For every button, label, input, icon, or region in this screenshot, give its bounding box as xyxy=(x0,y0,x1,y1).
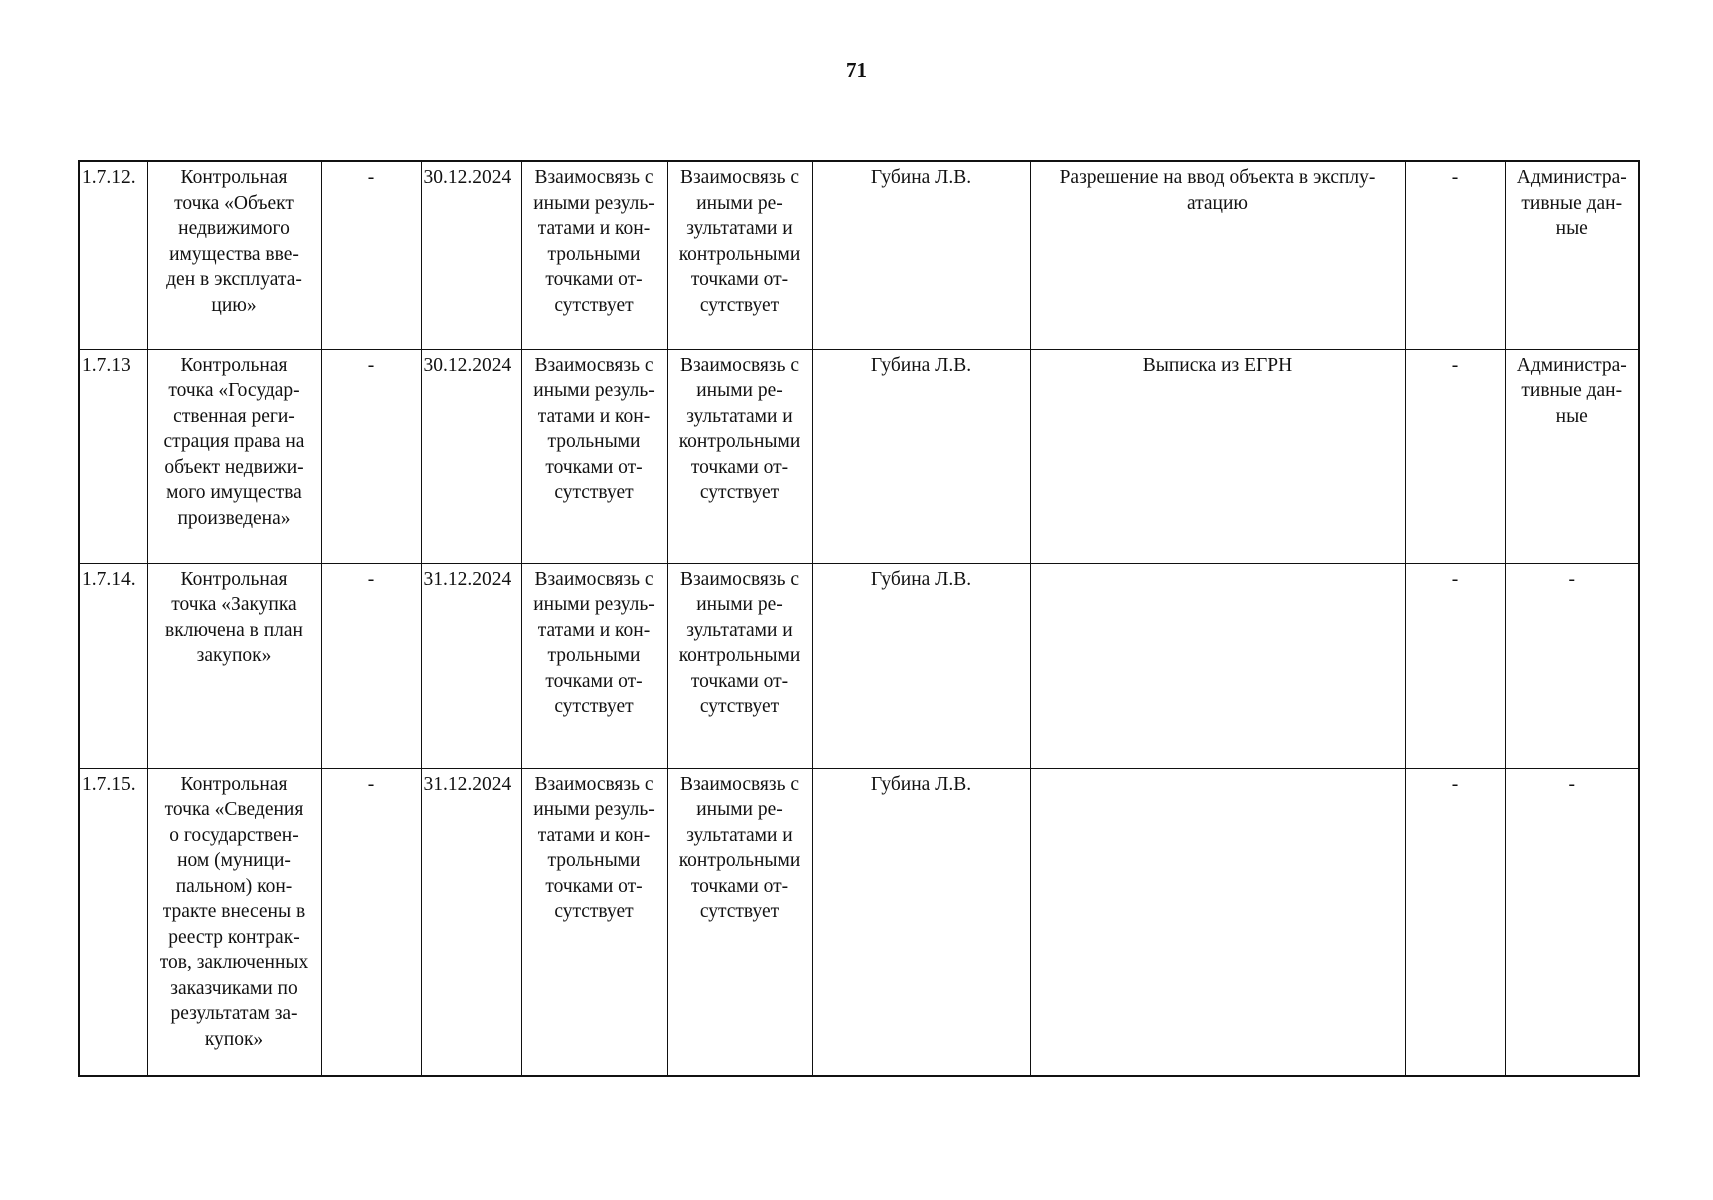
row-number: 1.7.14. xyxy=(79,563,147,768)
row-number: 1.7.15. xyxy=(79,768,147,1076)
link-next: Взаимосвязь с иными ре- зультатами и контрольными точками от- сутствует xyxy=(667,161,812,349)
result-document xyxy=(1030,563,1405,768)
link-next: Взаимосвязь с иными ре- зультатами и контрольными точками от- сутствует xyxy=(667,768,812,1076)
row-number: 1.7.13 xyxy=(79,349,147,563)
due-date: 30.12.2024 xyxy=(421,349,521,563)
result-document: Разрешение на ввод объекта в эксплу- атацию xyxy=(1030,161,1405,349)
due-date: 31.12.2024 xyxy=(421,768,521,1076)
table-row xyxy=(79,563,1639,768)
link-previous: Взаимосвязь с иными резуль- татами и кон- трольными точками от- сутствует xyxy=(521,563,667,768)
result-document xyxy=(1030,768,1405,1076)
link-previous: Взаимосвязь с иными резуль- татами и кон- трольными точками от- сутствует xyxy=(521,349,667,563)
table-row xyxy=(79,161,1639,349)
row-number: 1.7.12. xyxy=(79,161,147,349)
table-row xyxy=(79,349,1639,563)
page-number: 71 xyxy=(846,58,867,82)
link-previous: Взаимосвязь с иными резуль- татами и кон- трольными точками от- сутствует xyxy=(521,768,667,1076)
result-document: Выписка из ЕГРН xyxy=(1030,349,1405,563)
information-system: - xyxy=(1505,768,1639,1076)
base-value: - xyxy=(321,349,421,563)
information-system: Администра- тивные дан- ные xyxy=(1505,349,1639,563)
control-point-name: Контрольная точка «Сведения о государствен- ном (муници- пальном) кон- тракте внесены в реестр контрак- тов, заключенных заказчиками по результатам за- купок» xyxy=(147,768,321,1076)
link-next: Взаимосвязь с иными ре- зультатами и контрольными точками от- сутствует xyxy=(667,349,812,563)
responsible-person: Губина Л.В. xyxy=(812,161,1030,349)
due-date: 31.12.2024 xyxy=(421,563,521,768)
level-value: - xyxy=(1405,563,1505,768)
control-point-name: Контрольная точка «Закупка включена в план закупок» xyxy=(147,563,321,768)
due-date: 30.12.2024 xyxy=(421,161,521,349)
base-value: - xyxy=(321,161,421,349)
control-point-name: Контрольная точка «Государ- ственная реги- страция права на объект недвижи- мого имущества произведена» xyxy=(147,349,321,563)
responsible-person: Губина Л.В. xyxy=(812,349,1030,563)
level-value: - xyxy=(1405,768,1505,1076)
base-value: - xyxy=(321,563,421,768)
level-value: - xyxy=(1405,161,1505,349)
control-point-name: Контрольная точка «Объект недвижимого имущества вве- ден в эксплуата- цию» xyxy=(147,161,321,349)
table-row xyxy=(79,768,1639,1076)
information-system: - xyxy=(1505,563,1639,768)
level-value: - xyxy=(1405,349,1505,563)
responsible-person: Губина Л.В. xyxy=(812,768,1030,1076)
link-previous: Взаимосвязь с иными резуль- татами и кон- трольными точками от- сутствует xyxy=(521,161,667,349)
base-value: - xyxy=(321,768,421,1076)
information-system: Администра- тивные дан- ные xyxy=(1505,161,1639,349)
control-points-table xyxy=(78,160,1640,1077)
responsible-person: Губина Л.В. xyxy=(812,563,1030,768)
link-next: Взаимосвязь с иными ре- зультатами и контрольными точками от- сутствует xyxy=(667,563,812,768)
